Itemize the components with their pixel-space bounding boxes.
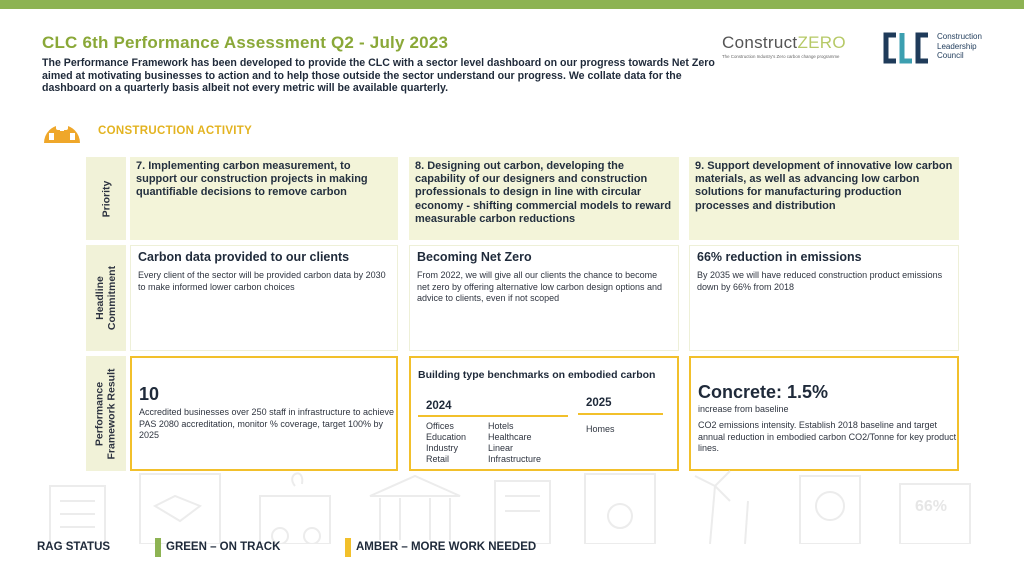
- priority-cell-9: 9. Support development of innovative low carbon materials, as well as advancing low carbon solutions for manufacturing production processes and distribution: [689, 157, 959, 240]
- row-label-result: [86, 356, 126, 471]
- commitment-cell-9: [689, 245, 959, 351]
- logo-word-accent: ZERO: [797, 33, 846, 52]
- list-item: Offices: [426, 421, 454, 431]
- benchmark-list-2025: [586, 424, 615, 435]
- year-underline: [418, 415, 568, 417]
- priority-cell-7: 7. Implementing carbon measurement, to support our construction projects in making quantifiable decisions to remove carbon: [130, 157, 398, 240]
- commitment-body: From 2022, we will give all our clients the chance to become net zero by offering alternative low carbon design options and advice to clients, even if not scoped: [417, 270, 662, 303]
- result-cell-7: [130, 356, 398, 471]
- result-value: Concrete: 1.5%: [698, 382, 829, 402]
- row-label-line: Commitment: [106, 265, 119, 331]
- background-illustration: [40, 466, 1000, 544]
- row-label-text: Priority: [99, 180, 112, 217]
- list-item: Infrastructure: [488, 454, 542, 464]
- result-year-2024: 2024: [426, 400, 452, 412]
- top-accent-bar: [0, 0, 1024, 9]
- list-item: Retail: [426, 454, 450, 464]
- row-label-line: Headline: [94, 276, 107, 320]
- commitment-heading: Carbon data provided to our clients: [138, 250, 350, 264]
- hard-hat-icon: [40, 116, 84, 144]
- row-label-text: [94, 266, 118, 330]
- clc-name-line: Construction: [937, 32, 982, 41]
- list-item: Linear: [488, 443, 514, 453]
- result-body: CO2 emissions intensity. Establish 2018 baseline and target annual reduction in embodied carbon CO2/Tonne for key product lines.: [698, 420, 957, 453]
- commitment-cell-8: [409, 245, 679, 351]
- row-label-text: [94, 368, 118, 459]
- clc-logo: [882, 31, 992, 65]
- result-subtitle: increase from baseline: [698, 404, 789, 414]
- green-swatch: [155, 538, 161, 557]
- result-year-2025: 2025: [586, 397, 612, 409]
- factory-icon: [495, 481, 550, 544]
- commitment-heading: Becoming Net Zero: [417, 250, 532, 264]
- commitment-body: By 2035 we will have reduced construction product emissions down by 66% from 2018: [697, 270, 943, 292]
- benchmark-list-b: [488, 421, 541, 465]
- green-legend-label: GREEN – ON TRACK: [166, 541, 281, 553]
- commitment-cell-7: [130, 245, 398, 351]
- rag-status-label: RAG STATUS: [37, 541, 111, 553]
- constructzero-tagline: The Construction Industry's Zero carbon change programme: [722, 54, 840, 59]
- list-item: Education: [426, 432, 467, 442]
- constructzero-logo: [722, 33, 862, 63]
- result-cell-9: [689, 356, 959, 471]
- priority-cell-8: 8. Designing out carbon, developing the capability of our designers and construction professionals to design in line with circular economy - shifting commercial models to reward measurable carbon reductions: [409, 157, 679, 240]
- logo-word-main: Construct: [722, 33, 798, 52]
- watermark-label: 66%: [915, 498, 948, 515]
- section-title: CONSTRUCTION ACTIVITY: [98, 125, 253, 137]
- clc-monogram-icon: [882, 31, 930, 65]
- commitment-heading: 66% reduction in emissions: [697, 250, 862, 264]
- bank-icon: [370, 476, 460, 496]
- row-label-priority: [86, 157, 126, 240]
- clc-name-line: Leadership: [937, 41, 977, 51]
- certificate-icon: [585, 474, 655, 544]
- constructzero-wordmark: [722, 33, 862, 53]
- year-underline: [578, 413, 663, 415]
- result-body: Accredited businesses over 250 staff in infrastructure to achieve PAS 2080 accreditation, monitor % coverage, target 100% by 2025: [139, 407, 394, 440]
- clc-name: [937, 32, 982, 61]
- row-label-line: Performance: [94, 381, 106, 446]
- page-title: CLC 6th Performance Assessment Q2 - July 2023: [42, 33, 449, 52]
- amber-legend-label: AMBER – MORE WORK NEEDED: [356, 541, 537, 553]
- list-item: Healthcare: [488, 432, 532, 442]
- list-item: Homes: [586, 424, 615, 434]
- result-value: 10: [139, 384, 160, 404]
- document-handshake-icon: [140, 474, 220, 544]
- result-cell-8: [409, 356, 679, 471]
- benchmark-list-a: [426, 421, 466, 465]
- commitment-body: Every client of the sector will be provided carbon data by 2030 to make informed lower carbon choices: [138, 270, 386, 292]
- wind-turbine-icon: [710, 486, 715, 544]
- result-heading: Building type benchmarks on embodied carbon: [418, 369, 656, 381]
- intro-paragraph: The Performance Framework has been developed to provide the CLC with a sector level dashboard on our progress towards Net Zero aimed at motivating businesses to action and to help those outside the sector understand our progress. We collate data for the dashboard on a quarterly basis albeit not every metric will be available quarterly.: [42, 57, 715, 95]
- amber-swatch: [345, 538, 351, 557]
- list-item: Hotels: [488, 421, 514, 431]
- list-item: Industry: [426, 443, 459, 453]
- clc-name-line: Council: [937, 51, 964, 60]
- lightning-doc-icon: [800, 476, 860, 544]
- row-label-commitment: [86, 245, 126, 351]
- row-label-line: Framework Result: [106, 367, 118, 460]
